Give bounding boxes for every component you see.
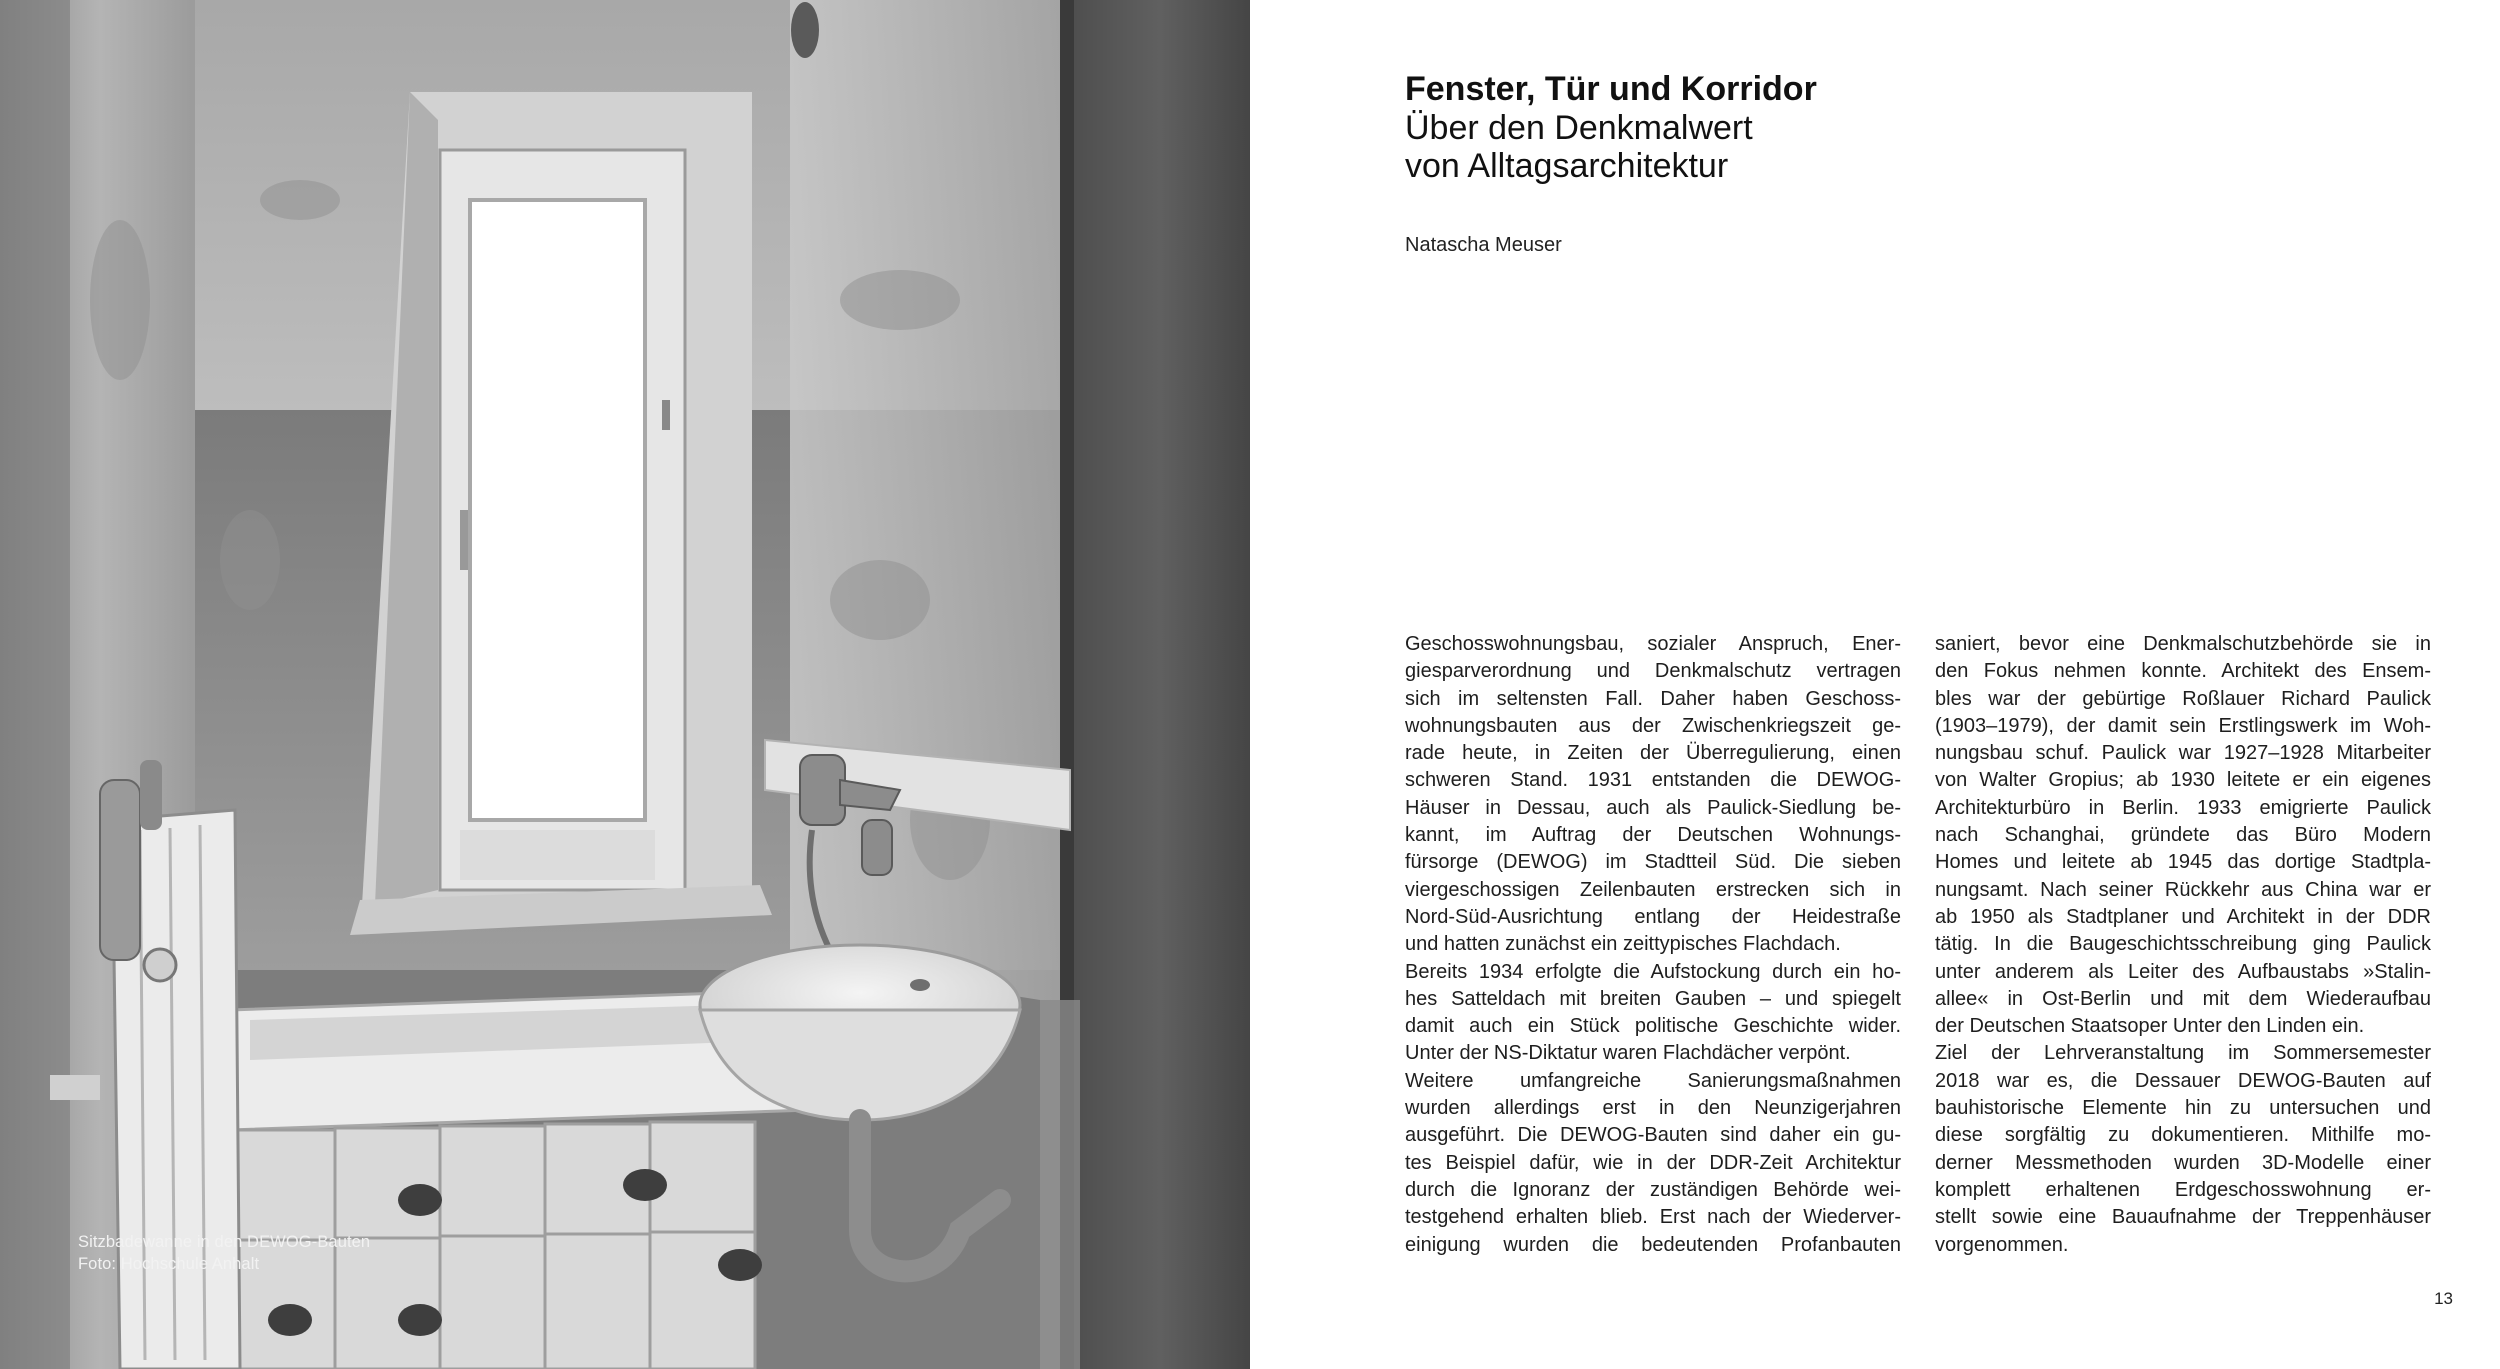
body-line: ausgeführt. Die DEWOG-Bauten sind daher ein gu- [1405,1124,1901,1147]
article-title: Fenster, Tür und Korridor [1405,70,1817,108]
body-line: fürsorge (DEWOG) im Stadtteil Süd. Die sieben [1405,851,1901,874]
body-line: Ziel der Lehrveranstaltung im Sommersemester [1935,1042,2431,1065]
body-line: diese sorgfältig zu dokumentieren. Mithilfe mo- [1935,1124,2431,1147]
body-line: sich im seltensten Fall. Daher haben Geschoss- [1405,687,1901,710]
body-line: wohnungsbauten aus der Zwischenkriegszeit ge- [1405,714,1901,737]
body-line: giesparverordnung und Denkmalschutz vertragen [1405,660,1901,683]
body-line: nungsbau schuf. Paulick war 1927–1928 Mitarbeiter [1935,742,2431,765]
body-line: stellt sowie eine Bauaufnahme der Treppenhäuser [1935,1206,2431,1229]
body-line: wurden allerdings erst in den Neunzigerjahren [1405,1097,1901,1120]
body-line: Architekturbüro in Berlin. 1933 emigrierte Paulick [1935,796,2431,819]
body-line: schweren Stand. 1931 entstanden die DEWOG- [1405,769,1901,792]
body-line: der Deutschen Staatsoper Unter den Linden ein. [1935,1015,2365,1038]
article-author: Natascha Meuser [1405,234,1562,256]
caption-line-credit: Foto: Hochschule Anhalt [78,1255,260,1273]
body-column-right [1935,631,2431,1259]
body-line: Homes und leitete ab 1945 das dortige Stadtpla- [1935,851,2431,874]
photo-caption [78,1231,370,1275]
subtitle-line: Über den Denkmalwert [1405,109,1753,147]
body-line: komplett erhaltenen Erdgeschosswohnung er- [1935,1178,2431,1201]
body-line: 2018 war es, die Dessauer DEWOG-Bauten auf [1935,1069,2431,1092]
body-line: hes Satteldach mit breiten Gauben – und spiegelt [1405,987,1901,1010]
body-line: nungsamt. Nach seiner Rückkehr aus China war er [1935,878,2431,901]
body-line: durch die Ignoranz der zuständigen Behörde wei- [1405,1178,1901,1201]
body-line: rade heute, in Zeiten der Überregulierung, einen [1405,742,1901,765]
caption-line-description: Sitzbadewanne in den DEWOG-Bauten [78,1233,371,1251]
article-subtitle [1405,109,1753,185]
body-line: viergeschossigen Zeilenbauten erstrecken sich in [1405,878,1901,901]
body-line: saniert, bevor eine Denkmalschutzbehörde sie in [1935,633,2431,655]
body-line: damit auch ein Stück politische Geschichte wider. [1405,1015,1901,1038]
body-line: Häuser in Dessau, auch als Paulick-Siedlung be- [1405,796,1901,819]
body-line: unter anderem als Leiter des Aufbaustabs »Stalin- [1935,960,2431,983]
body-line: und hatten zunächst ein zeittypisches Flachdach. [1405,933,1841,956]
body-line: nach Schanghai, gründete das Büro Modern [1935,824,2431,847]
body-line: tätig. In die Baugeschichtsschreibung ging Paulick [1935,933,2431,956]
body-line: bles war der gebürtige Roßlauer Richard Paulick [1935,687,2431,710]
body-line: tes Beispiel dafür, wie in der DDR-Zeit Architektur [1405,1151,1901,1174]
subtitle-line: von Alltagsarchitektur [1405,147,1729,185]
body-column-left [1405,631,1901,1259]
body-line: ab 1950 als Stadtplaner und Architekt in der DDR [1935,905,2431,928]
body-line: derner Messmethoden wurden 3D-Modelle einer [1935,1151,2431,1174]
body-line: Weitere umfangreiche Sanierungsmaßnahmen [1405,1069,1901,1092]
body-line: bauhistorische Elemente hin zu untersuchen und [1935,1097,2431,1120]
page-number: 13 [2434,1289,2453,1308]
body-line: den Fokus nehmen konnte. Architekt des Ensem- [1935,660,2431,683]
body-line: testgehend erhalten blieb. Erst nach der Wiederver- [1405,1206,1901,1229]
body-line: Bereits 1934 erfolgte die Aufstockung durch ein ho- [1405,960,1901,983]
body-line: allee« in Ost-Berlin und mit dem Wiederaufbau [1935,987,2431,1010]
body-line: Nord-Süd-Ausrichtung entlang der Heidestraße [1405,905,1901,928]
body-line: Geschosswohnungsbau, sozialer Anspruch, Ener- [1405,633,1901,655]
body-line: kannt, im Auftrag der Deutschen Wohnungs- [1405,824,1901,847]
body-line: Unter der NS-Diktatur waren Flachdächer verpönt. [1405,1042,1851,1065]
body-line: einigung wurden die bedeutenden Profanbauten [1405,1233,1901,1256]
body-line: (1903–1979), der damit sein Erstlingswerk im Woh- [1935,714,2431,737]
body-line: vorgenommen. [1935,1233,2069,1256]
right-page [1250,0,2500,1369]
body-line: von Walter Gropius; ab 1930 leitete er ein eigenes [1935,769,2431,792]
